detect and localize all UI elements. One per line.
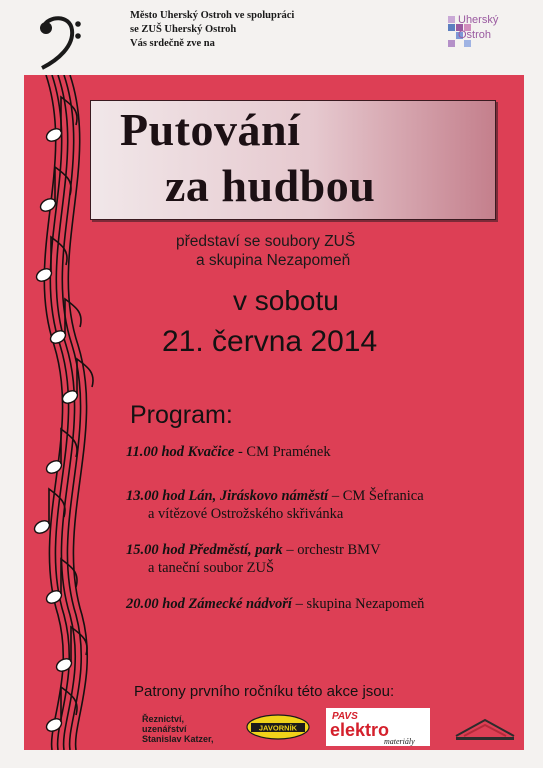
elektro-logo-icon — [326, 708, 430, 746]
header-line-2: se ZUŠ Uherský Ostroh — [130, 24, 237, 35]
date-day: v sobotu — [233, 285, 339, 316]
program-item-4-time-place: 20.00 hod Zámecké nádvoří — [126, 596, 292, 612]
butcher-line-2: uzenářství — [142, 724, 187, 734]
logo-line-2: Ostroh — [458, 29, 492, 41]
program-item-3-continuation: a taneční soubor ZUŠ — [148, 560, 275, 576]
pavs-logo-text: PAVS — [332, 711, 358, 722]
program-item-4-performers: – skupina Nezapomeň — [291, 596, 425, 612]
program-item-2 — [126, 488, 424, 505]
date-full: 21. června 2014 — [162, 325, 378, 358]
patrons-heading: Patrony prvního ročníku této akce jsou: — [134, 683, 395, 700]
house-logo-icon — [450, 716, 520, 744]
program-item-3-time-place: 15.00 hod Předměstí, park — [126, 542, 283, 558]
sponsor-butcher — [142, 714, 214, 744]
header-line-1: Město Uherský Ostroh ve spolupráci — [130, 10, 295, 21]
program-item-2-continuation: a vítězové Ostrožského skřivánka — [148, 506, 344, 522]
javornik-logo-icon — [245, 713, 311, 741]
subtitle-line-2: a skupina Nezapomeň — [196, 252, 351, 269]
butcher-line-1: Řeznictví, — [142, 714, 185, 724]
program-item-2-time-place: 13.00 hod Lán, Jiráskovo náměstí — [126, 488, 329, 504]
javornik-logo-text: JAVORNÍK — [258, 723, 298, 733]
program-item-3-performers: – orchestr BMV — [282, 542, 381, 558]
header-line-3: Vás srdečně zve na — [130, 38, 215, 49]
logo-line-1: Uherský — [458, 14, 499, 26]
invitation-header — [130, 9, 294, 51]
elektro-logo-text: elektro — [330, 720, 390, 740]
program-item-1-performers: - CM Pramének — [234, 444, 331, 460]
materialy-logo-text: materiály — [384, 737, 415, 746]
program-item-2-performers: – CM Šefranica — [328, 488, 424, 504]
program-item-1 — [126, 444, 331, 461]
bass-clef-icon — [36, 12, 84, 72]
program-item-1-time-place: 11.00 hod Kvačice — [126, 444, 235, 460]
town-logo-text — [458, 13, 498, 43]
event-title-line-2: za hudbou — [165, 160, 376, 211]
subtitle-line-1: představí se soubory ZUŠ — [176, 233, 356, 250]
event-title-line-1: Putování — [120, 104, 301, 155]
program-heading: Program: — [130, 401, 233, 429]
program-item-3 — [126, 542, 381, 559]
butcher-line-3: Stanislav Katzer, — [142, 734, 214, 744]
program-item-4 — [126, 596, 424, 613]
